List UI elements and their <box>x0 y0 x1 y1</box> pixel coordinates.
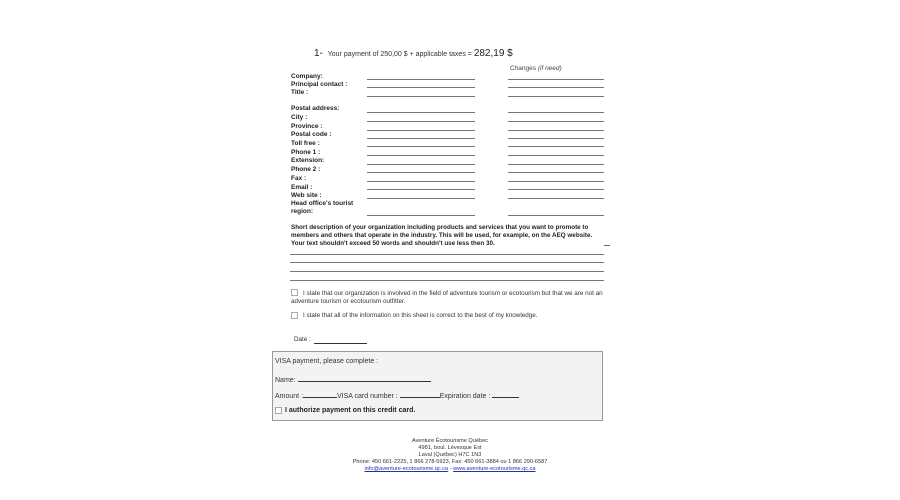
visa-authorize-checkbox[interactable] <box>275 407 282 414</box>
postal-address-change-field[interactable] <box>508 112 604 113</box>
label-tourist-region-cont: region: <box>291 208 314 215</box>
website-change-field[interactable] <box>508 198 604 199</box>
section-number: 1- <box>314 48 323 59</box>
description-line-4[interactable] <box>290 280 604 281</box>
principal-contact-field[interactable] <box>367 87 475 88</box>
payment-text: Your payment of 250,00 $ + applicable taxes = <box>327 51 472 58</box>
toll-free-field[interactable] <box>367 146 475 147</box>
title-field[interactable] <box>367 96 475 97</box>
payment-summary <box>314 48 513 59</box>
visa-title: VISA payment, please complete : <box>275 358 379 365</box>
visa-expiration-label: Expiration date : <box>439 393 491 400</box>
label-phone-1: Phone 1 : <box>291 149 321 156</box>
postal-code-change-field[interactable] <box>508 138 604 139</box>
website-field[interactable] <box>367 198 475 199</box>
label-title: Title : <box>291 89 309 96</box>
company-change-field[interactable] <box>508 79 604 80</box>
footer-address <box>330 438 570 473</box>
visa-name-row <box>275 375 431 384</box>
visa-name-label: Name: <box>275 377 296 384</box>
fax-change-field[interactable] <box>508 181 604 182</box>
changes-header <box>510 65 562 72</box>
label-city: City : <box>291 114 308 121</box>
province-change-field[interactable] <box>508 130 604 131</box>
description-line-2[interactable] <box>290 262 604 263</box>
date-field[interactable] <box>314 343 367 344</box>
label-tourist-region: Head office's tourist <box>291 200 354 207</box>
province-field[interactable] <box>367 130 475 131</box>
email-link[interactable]: info@aventure-ecotourisme.qc.ca <box>364 466 449 472</box>
extension-field[interactable] <box>367 164 475 165</box>
footer-links <box>330 466 570 473</box>
visa-card-row <box>275 391 519 400</box>
visa-authorize-label: I authorize payment on this credit card. <box>285 407 416 414</box>
postal-address-field[interactable] <box>367 112 475 113</box>
statement-2-checkbox[interactable] <box>291 312 298 319</box>
label-toll-free: Toll free : <box>291 140 320 147</box>
visa-payment-box <box>272 351 603 421</box>
city-field[interactable] <box>367 121 475 122</box>
label-website: Web site : <box>291 192 322 199</box>
visa-amount-label: Amount : <box>275 393 304 400</box>
principal-contact-change-field[interactable] <box>508 87 604 88</box>
postal-code-field[interactable] <box>367 138 475 139</box>
email-field[interactable] <box>367 189 475 190</box>
tourist-region-change-field[interactable] <box>508 215 604 216</box>
label-postal-address: Postal address: <box>291 105 340 112</box>
description-line-3[interactable] <box>290 271 604 272</box>
visa-name-field[interactable] <box>298 375 431 382</box>
title-change-field[interactable] <box>508 96 604 97</box>
footer-street: 4981, boul. Lévesque Est <box>418 445 482 451</box>
description-prompt: Short description of your organization including products and services that you want to promote to members and others that operate in the industry. This will be used, for example, on the AEQ website. Your text shouldn't exceed 50 words and shouldn't use less then 30. <box>291 224 593 247</box>
link-separator: - <box>448 466 454 472</box>
label-email: Email : <box>291 184 313 191</box>
toll-free-change-field[interactable] <box>508 146 604 147</box>
email-change-field[interactable] <box>508 189 604 190</box>
website-link[interactable]: www.aventure-ecotourisme.qc.ca <box>453 466 536 472</box>
statement-1-text: I state that our organization is involved in the field of adventure tourism or ecotourism but that we are not an adventure tourism or ecotourism outfitter. <box>291 290 603 305</box>
visa-expiration-field[interactable] <box>492 391 519 398</box>
tourist-region-field[interactable] <box>367 215 475 216</box>
changes-note: (if need) <box>537 65 562 72</box>
company-field[interactable] <box>367 79 475 80</box>
label-principal-contact: Principal contact : <box>291 81 348 88</box>
description-line-1[interactable] <box>290 254 604 255</box>
phone-1-field[interactable] <box>367 155 475 156</box>
phone-2-field[interactable] <box>367 172 475 173</box>
date-label: Date : <box>294 336 311 343</box>
footer-org: Aventure Écotourisme Québec <box>411 438 489 444</box>
statement-2-text: I state that all of the information on this sheet is correct to the best of my knowledge. <box>303 312 538 319</box>
fax-field[interactable] <box>367 181 475 182</box>
city-change-field[interactable] <box>508 121 604 122</box>
payment-total: 282,19 $ <box>473 48 513 59</box>
label-phone-2: Phone 2 : <box>291 166 321 173</box>
visa-card-label: VISA card number : <box>337 393 398 400</box>
phone-2-change-field[interactable] <box>508 172 604 173</box>
text-cursor-mark <box>604 245 610 246</box>
label-company: Company: <box>291 73 323 80</box>
footer-city: Laval (Québec) H7C 1N3 <box>418 452 482 458</box>
label-province: Province : <box>291 123 323 130</box>
label-postal-code: Postal code : <box>291 131 332 138</box>
changes-label: Changes <box>510 65 537 72</box>
label-fax: Fax : <box>291 175 307 182</box>
extension-change-field[interactable] <box>508 164 604 165</box>
label-extension: Extension: <box>291 157 325 164</box>
footer-phones: Phone: 450 661-2225, 1 866 278-5923, Fax: 450 661-3884 ou 1 866 290-6587 <box>352 459 548 465</box>
visa-amount-field[interactable] <box>303 391 337 398</box>
visa-card-number-field[interactable] <box>400 391 440 398</box>
phone-1-change-field[interactable] <box>508 155 604 156</box>
